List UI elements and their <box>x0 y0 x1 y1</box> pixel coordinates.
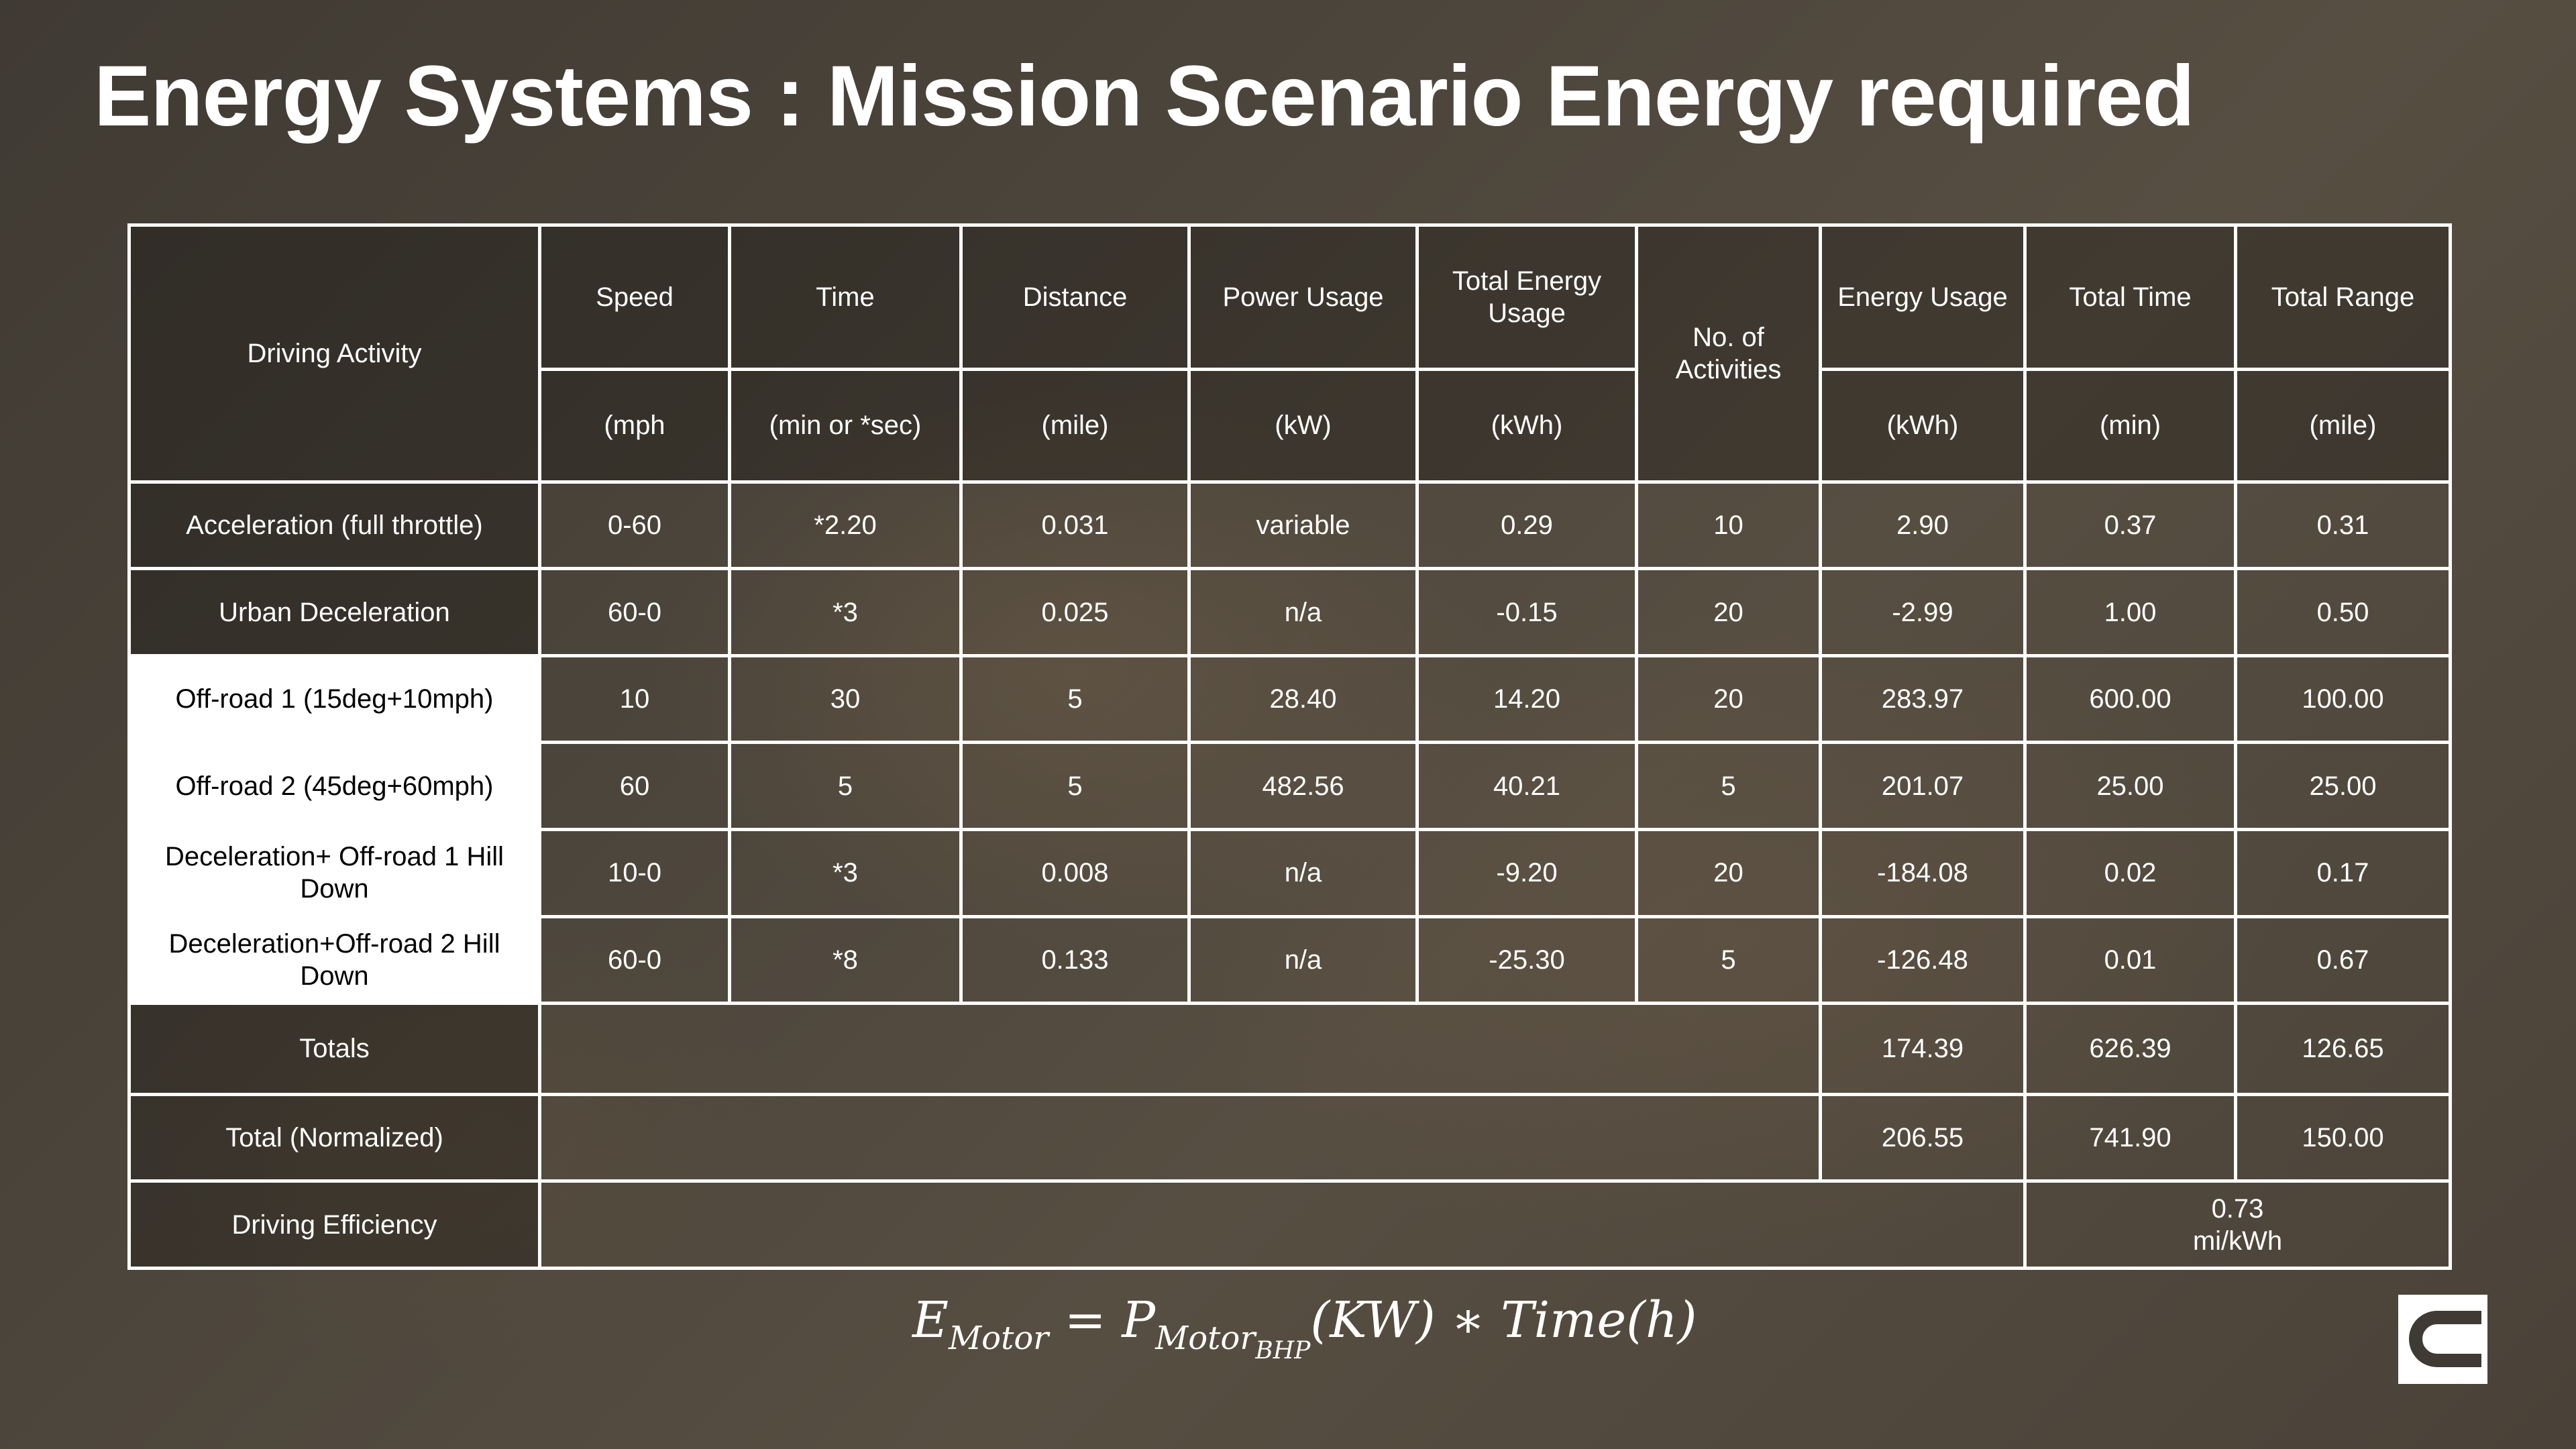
unit-distance: (mile) <box>961 369 1189 482</box>
header-total-range: Total Range <box>2236 225 2451 370</box>
cell-distance: 0.008 <box>961 830 1189 917</box>
cell-distance: 5 <box>961 743 1189 830</box>
table-row <box>129 743 2451 830</box>
totals-energy-usage: 174.39 <box>1821 1004 2025 1095</box>
cell-power-usage: 28.40 <box>1189 655 1417 743</box>
header-distance: Distance <box>961 225 1189 370</box>
cell-total-range: 0.50 <box>2236 569 2451 656</box>
cell-activities: 5 <box>1637 916 1821 1004</box>
page-title: Energy Systems : Mission Scenario Energy required <box>94 48 2194 144</box>
formula-e-subscript: Motor <box>949 1320 1049 1357</box>
cell-energy-usage: -2.99 <box>1821 569 2025 656</box>
normalized-total-range: 150.00 <box>2236 1094 2451 1181</box>
cell-energy-usage: 283.97 <box>1821 655 2025 743</box>
formula-equals: = <box>1049 1291 1122 1349</box>
cell-speed: 10-0 <box>540 830 730 917</box>
cell-energy-usage: 201.07 <box>1821 743 2025 830</box>
header-total-time: Total Time <box>2025 225 2236 370</box>
formula-rest: (KW) ∗ Time(h) <box>1310 1291 1697 1349</box>
cell-activities: 5 <box>1637 743 1821 830</box>
cell-speed: 0-60 <box>540 482 730 569</box>
cell-total-time: 1.00 <box>2025 569 2236 656</box>
cell-speed: 60 <box>540 743 730 830</box>
cell-total-time: 0.02 <box>2025 830 2236 917</box>
table-row <box>129 569 2451 656</box>
cell-distance: 0.031 <box>961 482 1189 569</box>
table-row <box>129 655 2451 743</box>
cell-time: 30 <box>730 655 961 743</box>
unit-time: (min or *sec) <box>730 369 961 482</box>
efficiency-value: 0.73 <box>2211 1193 2264 1224</box>
cell-speed: 60-0 <box>540 916 730 1004</box>
header-energy-usage: Energy Usage <box>1821 225 2025 370</box>
energy-formula <box>912 1291 1697 1364</box>
cell-total-range: 0.67 <box>2236 916 2451 1004</box>
cell-activities: 10 <box>1637 482 1821 569</box>
normalized-label: Total (Normalized) <box>129 1094 540 1181</box>
cell-power-usage: 482.56 <box>1189 743 1417 830</box>
unit-power-usage: (kW) <box>1189 369 1417 482</box>
header-total-energy-usage: Total Energy Usage <box>1417 225 1637 370</box>
cell-activities: 20 <box>1637 569 1821 656</box>
row-activity-label: Off-road 2 (45deg+60mph) <box>129 743 540 830</box>
cell-distance: 0.025 <box>961 569 1189 656</box>
cell-total-range: 25.00 <box>2236 743 2451 830</box>
efficiency-unit: mi/kWh <box>2192 1226 2283 1256</box>
cell-energy-usage: -184.08 <box>1821 830 2025 917</box>
cell-time: *3 <box>730 569 961 656</box>
unit-total-range: (mile) <box>2236 369 2451 482</box>
row-activity-label: Deceleration+Off-road 2 Hill Down <box>129 916 540 1004</box>
header-no-of-activities: No. of Activities <box>1637 225 1821 482</box>
header-driving-activity: Driving Activity <box>129 225 540 482</box>
cell-time: *2.20 <box>730 482 961 569</box>
row-activity-label: Deceleration+ Off-road 1 Hill Down <box>129 830 540 917</box>
cell-power-usage: variable <box>1189 482 1417 569</box>
company-logo-icon <box>2398 1295 2487 1384</box>
cell-total-energy: 14.20 <box>1417 655 1637 743</box>
cell-power-usage: n/a <box>1189 916 1417 1004</box>
cell-power-usage: n/a <box>1189 830 1417 917</box>
cell-total-time: 600.00 <box>2025 655 2236 743</box>
normalized-energy-usage: 206.55 <box>1821 1094 2025 1181</box>
cell-total-energy: 0.29 <box>1417 482 1637 569</box>
formula-e-symbol: E <box>912 1291 949 1349</box>
cell-total-range: 100.00 <box>2236 655 2451 743</box>
totals-row <box>129 1004 2451 1095</box>
unit-total-energy-usage: (kWh) <box>1417 369 1637 482</box>
cell-energy-usage: -126.48 <box>1821 916 2025 1004</box>
totals-total-range: 126.65 <box>2236 1004 2451 1095</box>
row-activity-label: Off-road 1 (15deg+10mph) <box>129 655 540 743</box>
unit-energy-usage: (kWh) <box>1821 369 2025 482</box>
cell-activities: 20 <box>1637 830 1821 917</box>
efficiency-empty-cell <box>540 1181 2025 1269</box>
totals-empty-cell <box>540 1004 1821 1095</box>
table-row <box>129 830 2451 917</box>
cell-speed: 10 <box>540 655 730 743</box>
table-row <box>129 482 2451 569</box>
cell-total-time: 0.01 <box>2025 916 2236 1004</box>
cell-energy-usage: 2.90 <box>1821 482 2025 569</box>
cell-total-energy: -0.15 <box>1417 569 1637 656</box>
row-activity-label: Urban Deceleration <box>129 569 540 656</box>
header-speed: Speed <box>540 225 730 370</box>
efficiency-row <box>129 1181 2451 1269</box>
header-power-usage: Power Usage <box>1189 225 1417 370</box>
normalized-empty-cell <box>540 1094 1821 1181</box>
cell-distance: 5 <box>961 655 1189 743</box>
cell-power-usage: n/a <box>1189 569 1417 656</box>
cell-total-energy: -25.30 <box>1417 916 1637 1004</box>
cell-time: *3 <box>730 830 961 917</box>
unit-speed: (mph <box>540 369 730 482</box>
efficiency-label: Driving Efficiency <box>129 1181 540 1269</box>
cell-total-time: 0.37 <box>2025 482 2236 569</box>
normalized-row <box>129 1094 2451 1181</box>
cell-time: *8 <box>730 916 961 1004</box>
cell-total-energy: -9.20 <box>1417 830 1637 917</box>
cell-total-range: 0.17 <box>2236 830 2451 917</box>
cell-speed: 60-0 <box>540 569 730 656</box>
header-time: Time <box>730 225 961 370</box>
table-row <box>129 916 2451 1004</box>
cell-total-time: 25.00 <box>2025 743 2236 830</box>
cell-activities: 20 <box>1637 655 1821 743</box>
efficiency-value-cell <box>2025 1181 2451 1269</box>
formula-p-subsubscript: BHP <box>1255 1337 1311 1364</box>
cell-distance: 0.133 <box>961 916 1189 1004</box>
totals-total-time: 626.39 <box>2025 1004 2236 1095</box>
normalized-total-time: 741.90 <box>2025 1094 2236 1181</box>
cell-total-range: 0.31 <box>2236 482 2451 569</box>
formula-p-subscript: Motor <box>1155 1320 1256 1357</box>
row-activity-label: Acceleration (full throttle) <box>129 482 540 569</box>
cell-time: 5 <box>730 743 961 830</box>
totals-label: Totals <box>129 1004 540 1095</box>
energy-table <box>127 223 2452 1270</box>
formula-p-symbol: P <box>1122 1291 1156 1349</box>
cell-total-energy: 40.21 <box>1417 743 1637 830</box>
unit-total-time: (min) <box>2025 369 2236 482</box>
